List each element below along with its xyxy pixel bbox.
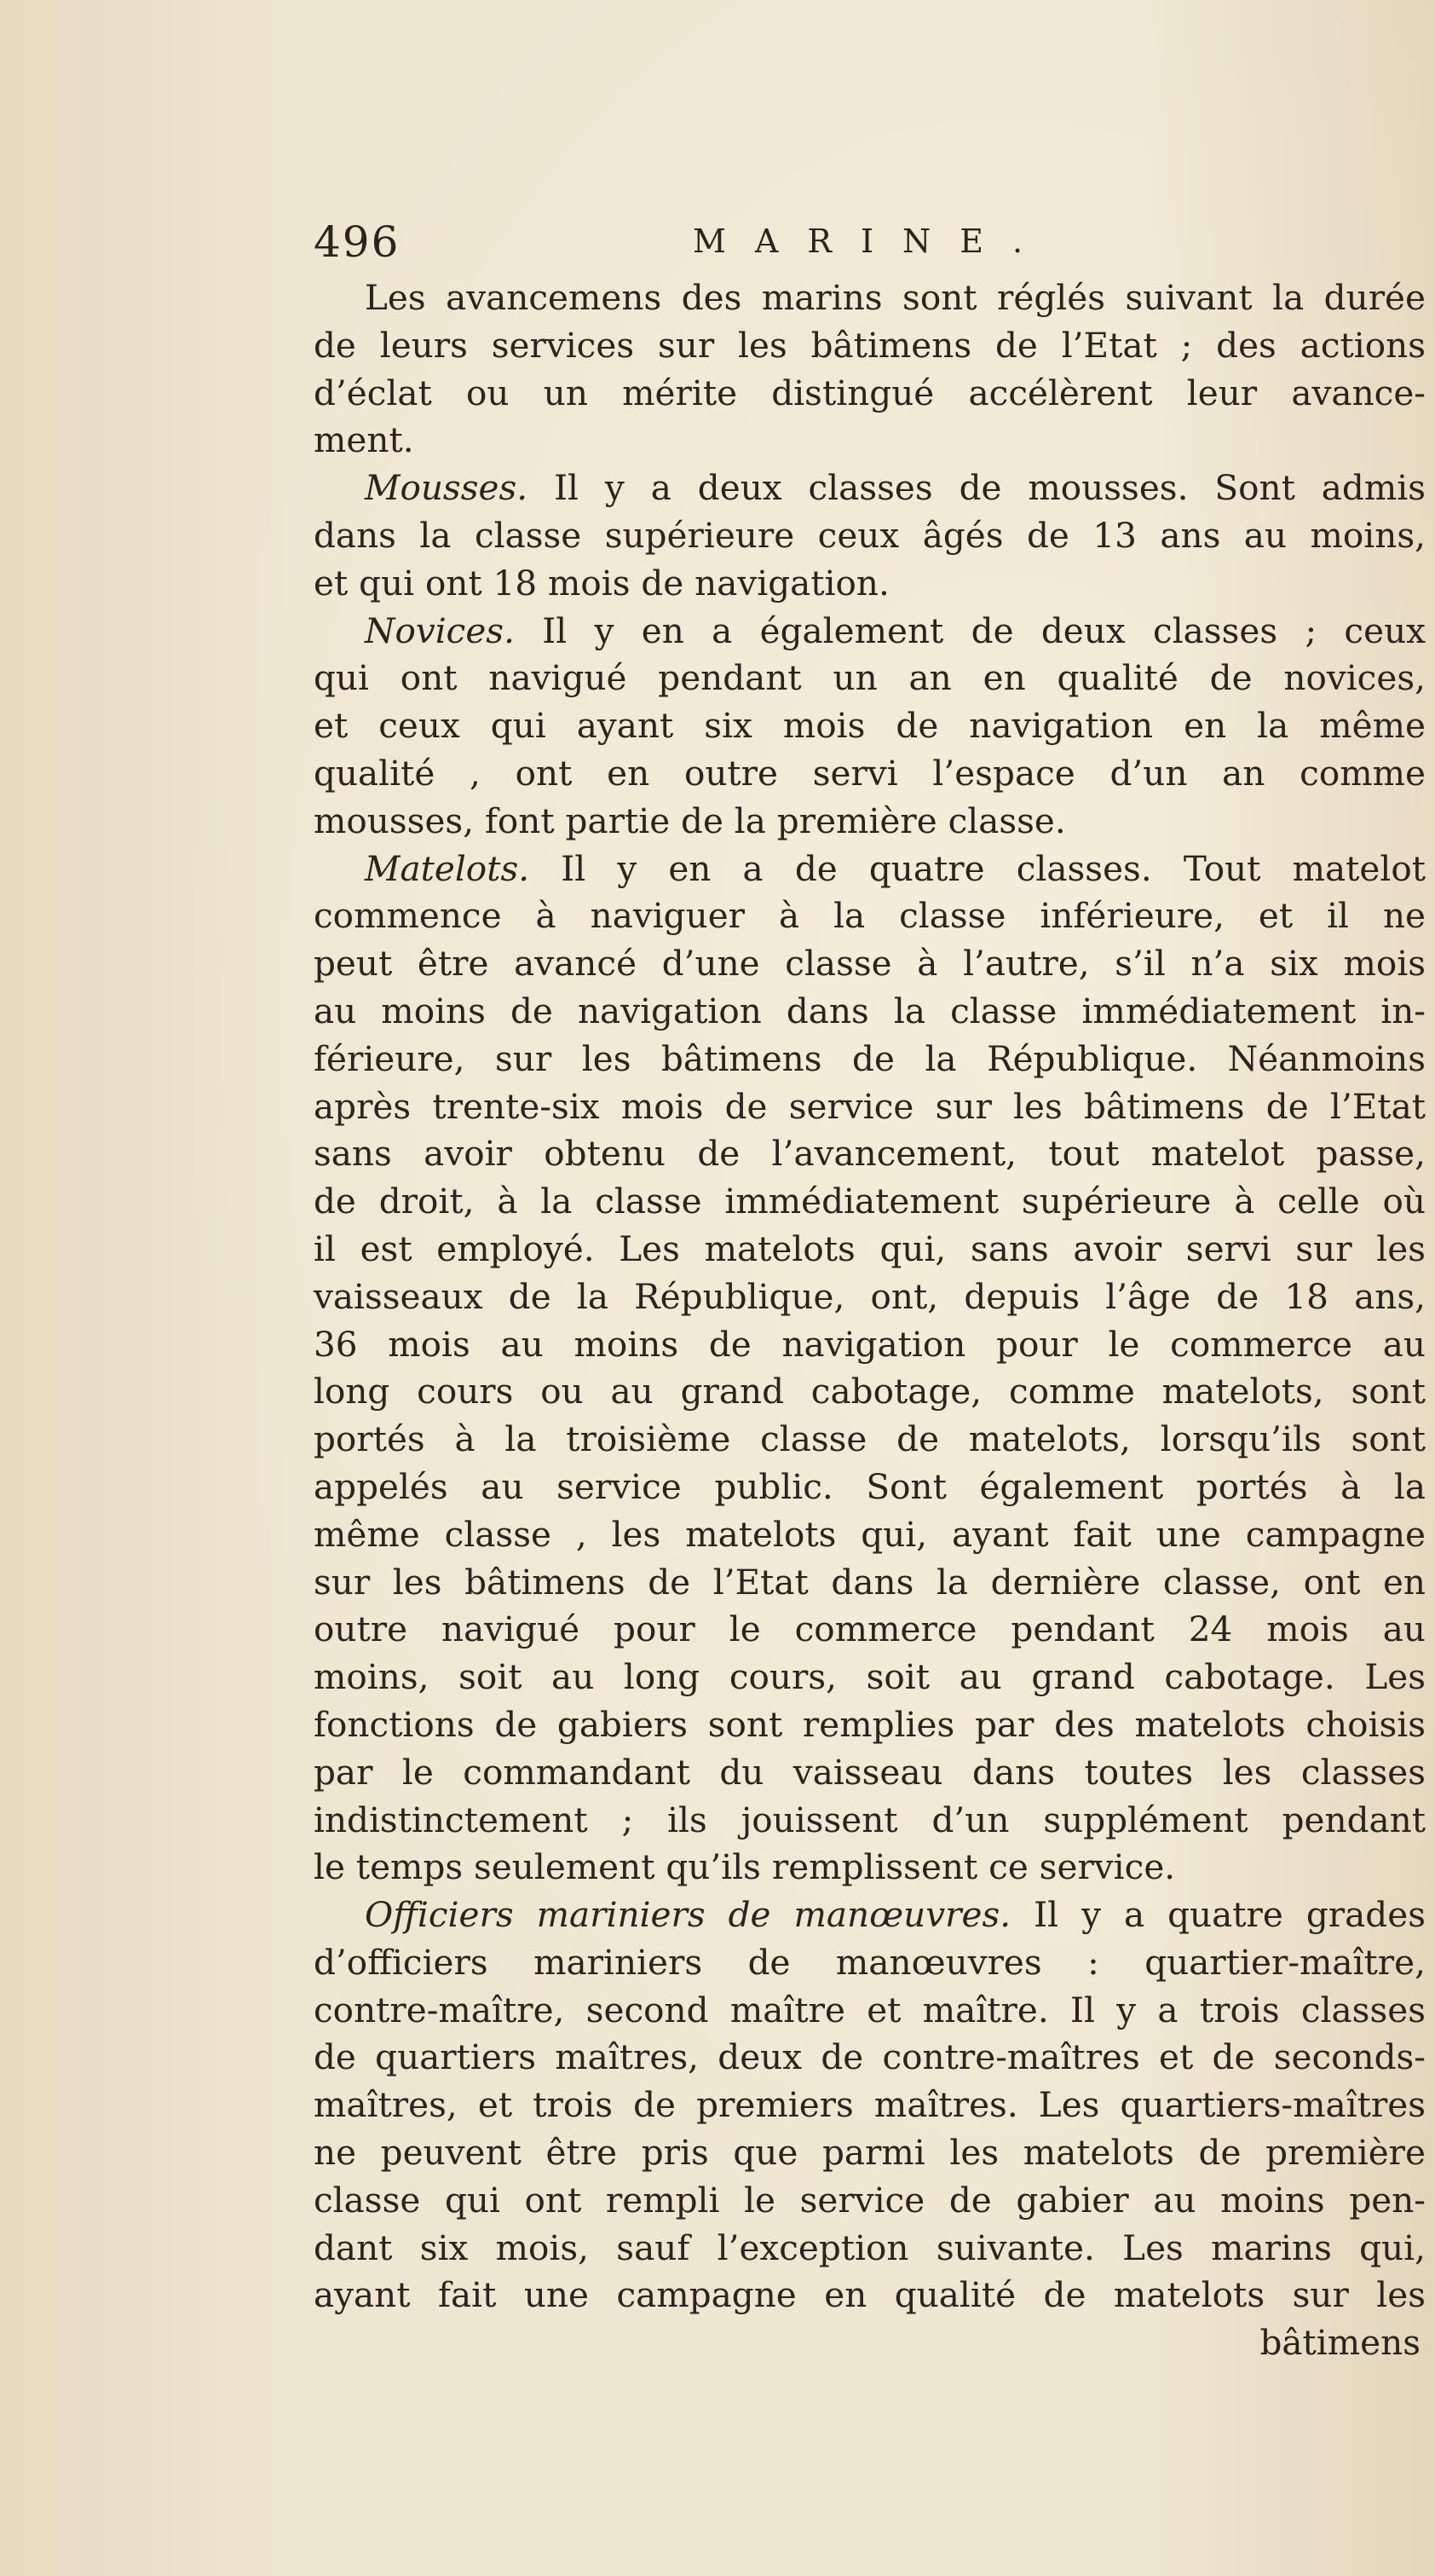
text-line <box>314 1274 1426 1321</box>
section-lead: Officiers mariniers de manœuvres. <box>365 1894 1011 1936</box>
text-line <box>314 1654 1426 1701</box>
line-text: le temps seulement qu’ils remplissent ce service. <box>314 1846 1176 1888</box>
line-text: Il y a quatre grades <box>1011 1894 1426 1936</box>
line-text: appelés au service public. Sont également portés à la <box>314 1465 1426 1507</box>
line-text: sans avoir obtenu de l’avancement, tout matelot passe, <box>314 1133 1426 1175</box>
line-text: commence à naviguer à la classe inférieure, et il ne <box>314 895 1426 937</box>
text-line <box>314 702 1426 750</box>
text-line <box>314 2129 1426 2177</box>
line-text: indistinctement ; ils jouissent d’un supplément pendant <box>314 1799 1426 1840</box>
text-line <box>314 1178 1426 1226</box>
text-line <box>314 1892 1426 1939</box>
text-line <box>314 1321 1426 1369</box>
running-title: MARINE. <box>693 222 1052 260</box>
line-text: même classe , les matelots qui, ayant fait une campagne <box>314 1513 1426 1555</box>
line-text: dant six mois, sauf l’exception suivante. Les marins qui, <box>314 2227 1426 2268</box>
text-line <box>314 2177 1426 2225</box>
line-text: vaisseaux de la République, ont, depuis l’âge de 18 ans, <box>314 1275 1426 1317</box>
text-line <box>314 1083 1426 1131</box>
line-text: après trente-six mois de service sur les bâtimens de l’Etat <box>314 1085 1426 1127</box>
line-text: classe qui ont rempli le service de gabier au moins pen- <box>314 2179 1426 2221</box>
text-line <box>314 1226 1426 1274</box>
text-line <box>314 1416 1426 1464</box>
text-line <box>314 1368 1426 1416</box>
section-lead: Novices. <box>365 609 515 651</box>
line-text: contre-maître, second maître et maître. Il y a trois classes <box>314 1989 1426 2030</box>
line-text: férieure, sur les bâtimens de la République. Néanmoins <box>314 1037 1426 1079</box>
body-text <box>314 274 1426 2367</box>
line-text: fonctions de gabiers sont remplies par des matelots choisis <box>314 1703 1426 1745</box>
line-text: Il y en a également de deux classes ; ceux <box>514 609 1426 651</box>
line-text: qui ont navigué pendant un an en qualité de novices, <box>314 657 1426 699</box>
text-line <box>314 2225 1426 2273</box>
text-line <box>314 940 1426 988</box>
line-text: long cours ou au grand cabotage, comme matelots, sont <box>314 1371 1426 1412</box>
text-line <box>314 1464 1426 1511</box>
line-text: Il y en a de quatre classes. Tout matelot <box>529 847 1426 889</box>
text-line <box>314 465 1426 512</box>
text-line <box>314 892 1426 940</box>
page-number: 496 <box>314 217 401 267</box>
catchword: bâtimens <box>1259 2322 1421 2364</box>
line-text: ayant fait une campagne en qualité de matelots sur les <box>314 2274 1426 2316</box>
text-line <box>314 608 1426 656</box>
line-text: ment. <box>314 419 414 461</box>
line-text: au moins de navigation dans la classe immédiatement in- <box>314 990 1426 1031</box>
text-line <box>314 1130 1426 1178</box>
text-line <box>314 560 1426 608</box>
line-text: il est employé. Les matelots qui, sans avoir servi sur les <box>314 1227 1426 1269</box>
text-line <box>314 1987 1426 2035</box>
line-text: par le commandant du vaisseau dans toutes les classes <box>314 1751 1426 1793</box>
text-line <box>314 1559 1426 1607</box>
line-text: mousses, font partie de la première classe. <box>314 800 1066 841</box>
text-line <box>314 370 1426 418</box>
paragraph <box>314 465 1426 607</box>
paragraph <box>314 274 1426 465</box>
line-text: outre navigué pour le commerce pendant 24 mois au <box>314 1609 1426 1650</box>
text-line <box>314 1511 1426 1559</box>
line-text: sur les bâtimens de l’Etat dans la dernière classe, ont en <box>314 1561 1426 1603</box>
line-text: 36 mois au moins de navigation pour le commerce au <box>314 1323 1426 1365</box>
line-text: d’officiers mariniers de manœuvres : quartier-maître, <box>314 1941 1426 1983</box>
text-line <box>314 1797 1426 1845</box>
line-text: maîtres, et trois de premiers maîtres. Les quartiers-maîtres <box>314 2084 1426 2126</box>
text-line <box>314 798 1426 846</box>
line-text: de droit, à la classe immédiatement supérieure à celle où <box>314 1181 1426 1222</box>
line-text: de leurs services sur les bâtimens de l’Etat ; des actions <box>314 324 1426 366</box>
text-line <box>314 417 1426 465</box>
line-text: de quartiers maîtres, deux de contre-maîtres et de seconds- <box>314 2036 1426 2078</box>
page-header <box>314 217 1421 277</box>
line-text: Les avancemens des marins sont réglés suivant la durée <box>365 277 1426 318</box>
text-line <box>314 1701 1426 1749</box>
line-text: moins, soit au long cours, soit au grand cabotage. Les <box>314 1656 1426 1698</box>
section-lead: Matelots. <box>365 847 530 889</box>
text-line <box>314 512 1426 560</box>
line-text: dans la classe supérieure ceux âgés de 13 ans au moins, <box>314 514 1426 556</box>
text-line <box>314 2272 1426 2319</box>
text-line <box>314 988 1426 1036</box>
text-line <box>314 846 1426 893</box>
line-text: qualité , ont en outre servi l’espace d’un an comme <box>314 752 1426 794</box>
line-text: et qui ont 18 mois de navigation. <box>314 562 890 604</box>
catchword-row <box>314 2319 1426 2367</box>
text-line <box>314 2034 1426 2082</box>
text-line <box>314 655 1426 702</box>
text-line <box>314 750 1426 798</box>
paragraph <box>314 1892 1426 2319</box>
line-text: ne peuvent être pris que parmi les matelots de première <box>314 2132 1426 2174</box>
line-text: d’éclat ou un mérite distingué accélèrent leur avance- <box>314 372 1426 413</box>
text-line <box>314 274 1426 322</box>
text-line <box>314 1939 1426 1987</box>
section-lead: Mousses. <box>365 467 528 509</box>
paragraph <box>314 846 1426 1892</box>
line-text: portés à la troisième classe de matelots, lorsqu’ils sont <box>314 1418 1426 1460</box>
line-text: Il y a deux classes de mousses. Sont admis <box>527 467 1426 509</box>
text-line <box>314 1749 1426 1797</box>
text-line <box>314 322 1426 370</box>
text-line <box>314 1606 1426 1654</box>
text-line <box>314 1036 1426 1083</box>
text-line <box>314 2082 1426 2129</box>
text-line <box>314 1844 1426 1892</box>
paragraph <box>314 608 1426 846</box>
line-text: et ceux qui ayant six mois de navigation en la même <box>314 705 1426 747</box>
line-text: peut être avancé d’une classe à l’autre, s’il n’a six mois <box>314 943 1426 985</box>
